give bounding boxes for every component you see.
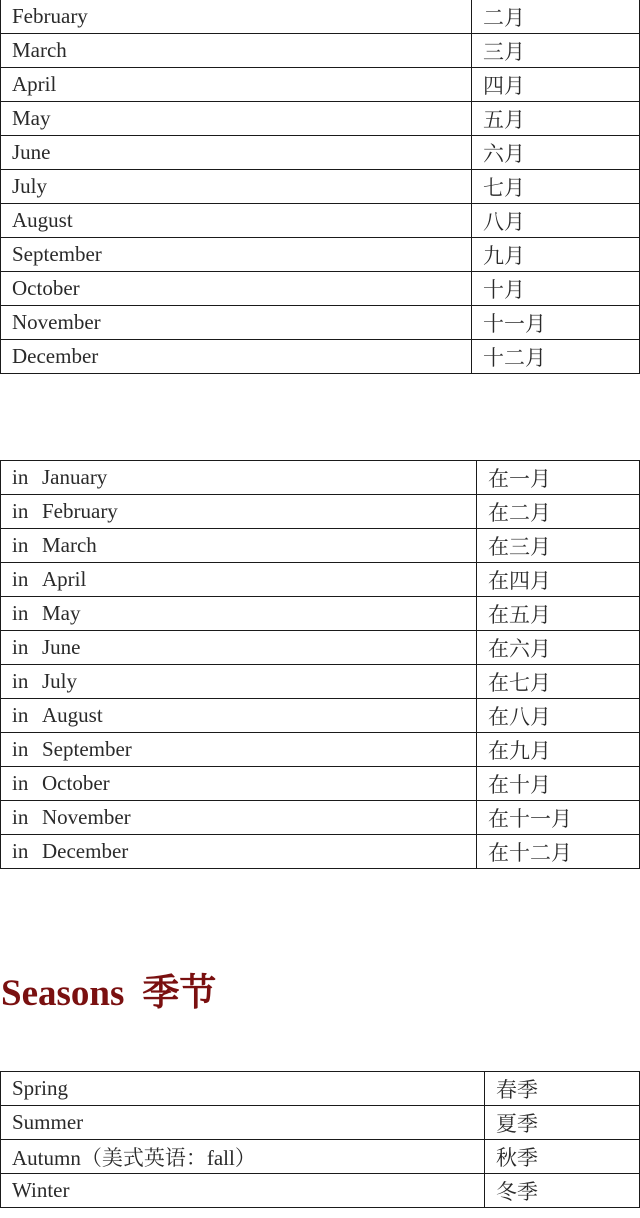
chinese-cell: 二月 (472, 0, 640, 34)
chinese-cell: 在四月 (477, 563, 640, 597)
table-row (1, 801, 640, 835)
chinese-cell: 在七月 (477, 665, 640, 699)
english-text: October (12, 276, 80, 300)
table-row (1, 170, 640, 204)
english-text: June (42, 635, 81, 659)
english-text: September (12, 242, 102, 266)
english-cell (1, 1072, 485, 1106)
table-row (1, 563, 640, 597)
english-text: Winter (12, 1178, 70, 1202)
prefix-in: in (12, 533, 29, 557)
english-cell (1, 801, 477, 835)
english-text: November (12, 310, 101, 334)
english-cell (1, 136, 472, 170)
table-row (1, 665, 640, 699)
english-text: February (12, 4, 88, 28)
table-row (1, 1140, 640, 1174)
english-cell (1, 68, 472, 102)
table-row (1, 529, 640, 563)
english-cell (1, 563, 477, 597)
table-row (1, 102, 640, 136)
chinese-cell: 在十一月 (477, 801, 640, 835)
chinese-cell: 九月 (472, 238, 640, 272)
prefix-in: in (12, 771, 29, 795)
table-row (1, 1072, 640, 1106)
prefix-in: in (12, 737, 29, 761)
english-cell (1, 34, 472, 68)
english-text: Autumn（美式英语：fall） (12, 1145, 256, 1170)
chinese-cell: 五月 (472, 102, 640, 136)
prefix-in: in (12, 499, 29, 523)
chinese-cell: 七月 (472, 170, 640, 204)
chinese-cell: 在一月 (477, 461, 640, 495)
table-row (1, 597, 640, 631)
prefix-in: in (12, 567, 29, 591)
english-text: December (42, 839, 129, 863)
chinese-cell: 在十二月 (477, 835, 640, 869)
english-cell (1, 835, 477, 869)
prefix-in: in (12, 669, 29, 693)
table-row (1, 68, 640, 102)
table-row (1, 34, 640, 68)
english-cell (1, 597, 477, 631)
english-text: August (12, 208, 73, 232)
table-row (1, 238, 640, 272)
english-text: November (42, 805, 131, 829)
english-cell (1, 306, 472, 340)
prefix-in: in (12, 839, 29, 863)
english-text: May (42, 601, 81, 625)
english-cell (1, 204, 472, 238)
chinese-cell: 十月 (472, 272, 640, 306)
english-text: October (42, 771, 110, 795)
english-cell (1, 699, 477, 733)
seasons-heading-en: Seasons (1, 973, 125, 1014)
english-text: January (42, 465, 108, 489)
chinese-cell: 三月 (472, 34, 640, 68)
chinese-cell: 在八月 (477, 699, 640, 733)
chinese-cell: 夏季 (485, 1106, 640, 1140)
english-cell (1, 733, 477, 767)
table-row (1, 461, 640, 495)
seasons-heading (1, 962, 216, 1016)
chinese-cell: 在六月 (477, 631, 640, 665)
english-cell (1, 272, 472, 306)
english-text: July (42, 669, 78, 693)
seasons-heading-zh: 季节 (142, 971, 217, 1014)
table-row (1, 306, 640, 340)
english-text: May (12, 106, 51, 130)
english-cell (1, 495, 477, 529)
english-cell (1, 238, 472, 272)
seasons-table (0, 1071, 640, 1208)
in-months-table (0, 460, 640, 869)
english-text: June (12, 140, 51, 164)
english-cell (1, 1174, 485, 1208)
english-text: February (42, 499, 118, 523)
english-cell (1, 102, 472, 136)
english-cell (1, 0, 472, 34)
english-cell (1, 767, 477, 801)
english-cell (1, 170, 472, 204)
chinese-cell: 冬季 (485, 1174, 640, 1208)
prefix-in: in (12, 805, 29, 829)
english-cell (1, 461, 477, 495)
chinese-cell: 春季 (485, 1072, 640, 1106)
table-row (1, 0, 640, 34)
chinese-cell: 十二月 (472, 340, 640, 374)
table-row (1, 1174, 640, 1208)
table-row (1, 495, 640, 529)
english-text: March (42, 533, 97, 557)
chinese-cell: 六月 (472, 136, 640, 170)
english-text: September (42, 737, 132, 761)
english-text: Spring (12, 1076, 69, 1100)
chinese-cell: 四月 (472, 68, 640, 102)
english-cell (1, 529, 477, 563)
table-row (1, 272, 640, 306)
english-text: July (12, 174, 48, 198)
table-row (1, 699, 640, 733)
chinese-cell: 在九月 (477, 733, 640, 767)
english-text: Summer (12, 1110, 84, 1134)
table-row (1, 631, 640, 665)
prefix-in: in (12, 601, 29, 625)
table-row (1, 204, 640, 238)
prefix-in: in (12, 635, 29, 659)
english-cell (1, 1106, 485, 1140)
chinese-cell: 在三月 (477, 529, 640, 563)
chinese-cell: 八月 (472, 204, 640, 238)
english-text: December (12, 344, 99, 368)
prefix-in: in (12, 703, 29, 727)
english-text: April (42, 567, 87, 591)
english-cell (1, 1140, 485, 1174)
table-row (1, 136, 640, 170)
chinese-cell: 十一月 (472, 306, 640, 340)
chinese-cell: 在二月 (477, 495, 640, 529)
chinese-cell: 在五月 (477, 597, 640, 631)
table-row (1, 767, 640, 801)
english-cell (1, 340, 472, 374)
months-table (0, 0, 640, 374)
english-text: August (42, 703, 103, 727)
english-text: April (12, 72, 57, 96)
table-row (1, 835, 640, 869)
english-text: March (12, 38, 67, 62)
table-row (1, 733, 640, 767)
table-row (1, 340, 640, 374)
prefix-in: in (12, 465, 29, 489)
table-row (1, 1106, 640, 1140)
english-cell (1, 665, 477, 699)
chinese-cell: 在十月 (477, 767, 640, 801)
english-cell (1, 631, 477, 665)
chinese-cell: 秋季 (485, 1140, 640, 1174)
